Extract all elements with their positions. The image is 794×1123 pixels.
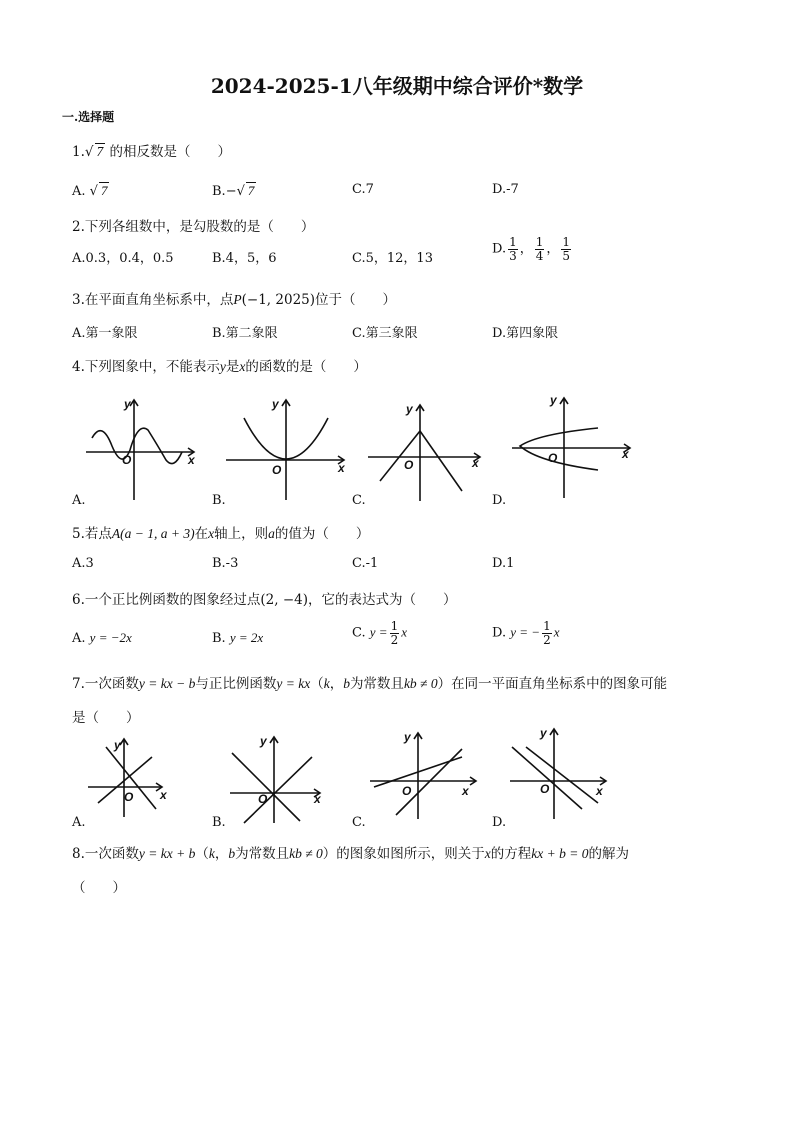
question-8-line2: （ ） bbox=[72, 880, 126, 896]
radicand: 7 bbox=[96, 144, 104, 159]
origin-label: O bbox=[402, 784, 412, 798]
q1-option-d[interactable]: D.-7 bbox=[492, 182, 519, 197]
denominator: 2 bbox=[390, 632, 399, 647]
text: 为常数且 bbox=[235, 846, 290, 862]
equation: kx + b = 0 bbox=[531, 846, 589, 861]
minus-sign: − bbox=[225, 184, 237, 199]
separator: ， bbox=[546, 241, 560, 257]
q2-option-a[interactable]: A.0.3，0.4，0.5 bbox=[72, 251, 174, 266]
text: ，它的表达式为（ ） bbox=[308, 592, 457, 608]
question-2: 2.下列各组数中，是勾股数的是（ ） bbox=[72, 219, 315, 235]
text: ）在同一平面直角坐标系中的图象可能 bbox=[437, 676, 668, 692]
text: 5.若点 bbox=[72, 526, 112, 542]
y-axis-label: y bbox=[260, 734, 267, 748]
text: ， bbox=[214, 846, 229, 862]
section-heading: 一.选择题 bbox=[62, 110, 115, 124]
numerator: 1 bbox=[562, 235, 571, 249]
y-axis-label: y bbox=[406, 402, 413, 416]
q4-option-a[interactable]: A. bbox=[72, 493, 86, 508]
x-axis-label: x bbox=[462, 784, 469, 798]
text: 的函数的是（ ） bbox=[245, 359, 367, 375]
q4-graph-a[interactable] bbox=[82, 390, 202, 505]
y-axis-label: y bbox=[124, 397, 131, 411]
text: 的方程 bbox=[490, 846, 532, 862]
q1-option-b[interactable] bbox=[212, 182, 256, 199]
text: 的值为（ ） bbox=[274, 526, 370, 542]
q6-option-a[interactable] bbox=[72, 630, 132, 646]
var-b: b bbox=[343, 676, 350, 691]
numerator: 1 bbox=[543, 619, 551, 633]
q4-option-d[interactable]: D. bbox=[492, 493, 507, 508]
condition: kb ≠ 0 bbox=[289, 846, 323, 861]
question-4 bbox=[72, 355, 367, 375]
q6-option-c[interactable] bbox=[352, 620, 407, 646]
var-k: k bbox=[323, 676, 330, 691]
q2-option-c[interactable]: C.5，12，13 bbox=[352, 251, 433, 266]
fraction bbox=[542, 620, 552, 646]
y-axis-label: y bbox=[114, 738, 121, 752]
y-axis-label: y bbox=[550, 393, 557, 407]
q2-option-b[interactable]: B.4，5，6 bbox=[212, 251, 277, 266]
text: 4.下列图象中，不能表示 bbox=[72, 359, 220, 375]
denominator: 3 bbox=[509, 248, 517, 263]
q4-option-b[interactable]: B. bbox=[212, 493, 226, 508]
var-x: x bbox=[239, 359, 246, 374]
question-7-line2: 是（ ） bbox=[72, 710, 140, 726]
q7-graph-d[interactable] bbox=[508, 723, 618, 823]
text: 位于（ ） bbox=[315, 292, 397, 308]
text: 7.一次函数 bbox=[72, 676, 139, 692]
question-5 bbox=[72, 522, 369, 542]
origin-label: O bbox=[272, 463, 282, 477]
q3-option-c[interactable]: C.第三象限 bbox=[352, 326, 418, 341]
x-axis-label: x bbox=[472, 456, 479, 470]
formula: y = kx − b bbox=[138, 676, 196, 691]
question-3 bbox=[72, 288, 396, 308]
q5-option-b[interactable]: B.-3 bbox=[212, 556, 239, 571]
q7-graph-a[interactable] bbox=[84, 733, 184, 823]
fraction bbox=[561, 236, 571, 262]
q4-graph-b[interactable] bbox=[222, 390, 352, 505]
fraction bbox=[390, 620, 400, 646]
q6-option-b[interactable] bbox=[212, 630, 263, 646]
origin-label: O bbox=[548, 451, 558, 465]
var-x: x bbox=[208, 526, 215, 541]
q7-graph-b[interactable] bbox=[226, 731, 326, 826]
sqrt-sign: √ bbox=[84, 144, 94, 160]
fraction bbox=[535, 236, 545, 262]
text: （ bbox=[195, 846, 209, 862]
formula: y = kx + b bbox=[138, 846, 196, 861]
fraction bbox=[508, 236, 518, 262]
expression: y = −2x bbox=[89, 630, 132, 645]
q7-option-c[interactable]: C. bbox=[352, 815, 366, 830]
question-1 bbox=[72, 140, 231, 160]
radicand: 7 bbox=[100, 183, 108, 198]
condition: kb ≠ 0 bbox=[403, 676, 438, 691]
q1-option-a[interactable] bbox=[72, 182, 109, 199]
q2-option-d[interactable] bbox=[492, 236, 573, 262]
option-label: D. bbox=[492, 625, 507, 641]
q4-graph-c[interactable] bbox=[364, 395, 489, 505]
text: 8.一次函数 bbox=[72, 846, 139, 862]
question-7 bbox=[72, 672, 667, 692]
q1-option-c[interactable]: C.7 bbox=[352, 182, 374, 197]
q6-option-d[interactable] bbox=[492, 620, 559, 646]
origin-label: O bbox=[122, 453, 132, 467]
option-label: D. bbox=[492, 241, 507, 257]
origin-label: O bbox=[540, 782, 550, 796]
text: 6.一个正比例函数的图象经过点 bbox=[72, 592, 261, 608]
var-x: x bbox=[484, 846, 491, 861]
q5-option-d[interactable]: D.1 bbox=[492, 556, 515, 571]
var-k: k bbox=[208, 846, 215, 861]
var-x: x bbox=[401, 624, 407, 640]
text: 为常数且 bbox=[349, 676, 404, 692]
coordinates: (a − 1, a + 3) bbox=[120, 526, 195, 541]
option-label: B. bbox=[212, 631, 226, 646]
formula: y = kx bbox=[276, 676, 311, 691]
text: 3.在平面直角坐标系中，点 bbox=[72, 292, 234, 308]
denominator: 2 bbox=[543, 632, 551, 647]
q4-option-c[interactable]: C. bbox=[352, 493, 366, 508]
numerator: 1 bbox=[509, 235, 517, 249]
x-axis-label: x bbox=[160, 788, 167, 802]
x-axis-label: x bbox=[622, 447, 629, 461]
question-6 bbox=[72, 588, 457, 608]
expression: y = 2x bbox=[229, 630, 264, 645]
origin-label: O bbox=[124, 790, 134, 804]
q3-option-b[interactable]: B.第二象限 bbox=[212, 326, 278, 341]
origin-label: O bbox=[258, 792, 268, 806]
origin-label: O bbox=[404, 458, 414, 472]
q5-option-c[interactable]: C.-1 bbox=[352, 556, 379, 571]
y-axis-label: y bbox=[272, 397, 279, 411]
q3-option-d[interactable]: D.第四象限 bbox=[492, 326, 559, 341]
option-label: C. bbox=[352, 625, 366, 641]
expression-lhs: y = bbox=[369, 624, 388, 640]
q7-option-b[interactable]: B. bbox=[212, 815, 226, 830]
option-label: A. bbox=[72, 631, 86, 646]
var-x: x bbox=[553, 624, 560, 640]
q4-graph-d[interactable] bbox=[508, 388, 638, 503]
y-axis-label: y bbox=[540, 726, 547, 740]
question-text: 的相反数是（ ） bbox=[109, 144, 232, 160]
text: 的解为 bbox=[588, 846, 629, 862]
radicand: 7 bbox=[247, 183, 255, 198]
q7-graph-c[interactable] bbox=[366, 727, 481, 822]
sqrt-sign: √ bbox=[89, 184, 98, 199]
sqrt-sign: √ bbox=[236, 184, 245, 199]
separator: ， bbox=[519, 241, 533, 257]
point-name: P bbox=[233, 292, 242, 307]
q3-option-a[interactable]: A.第一象限 bbox=[72, 326, 138, 341]
expression-lhs: y = − bbox=[510, 624, 541, 640]
page-title: 2024-2025-1八年级期中综合评价*数学 bbox=[210, 74, 584, 98]
text: 是 bbox=[225, 359, 240, 375]
text: 在 bbox=[194, 526, 209, 542]
x-axis-label: x bbox=[314, 792, 321, 806]
option-label: A. bbox=[72, 184, 86, 199]
q7-option-d[interactable]: D. bbox=[492, 815, 507, 830]
text: 与正比例函数 bbox=[195, 676, 277, 692]
x-axis-label: x bbox=[596, 784, 603, 798]
question-number: 1. bbox=[72, 144, 85, 160]
q7-option-a[interactable]: A. bbox=[72, 815, 86, 830]
coordinates: (−1, 2025) bbox=[241, 292, 316, 308]
x-axis-label: x bbox=[188, 453, 195, 467]
x-axis-label: x bbox=[338, 461, 345, 475]
text: 轴上，则 bbox=[214, 526, 269, 542]
option-label: B. bbox=[212, 184, 226, 199]
q5-option-a[interactable]: A.3 bbox=[72, 556, 94, 571]
var-b: b bbox=[228, 846, 236, 861]
y-axis-label: y bbox=[404, 730, 411, 744]
coordinates: (2, −4) bbox=[260, 592, 308, 608]
var-a: a bbox=[268, 526, 275, 541]
point-name: A bbox=[111, 526, 121, 541]
text: （ bbox=[310, 676, 324, 692]
numerator: 1 bbox=[390, 619, 399, 633]
denominator: 4 bbox=[535, 248, 544, 263]
text: ）的图象如图所示，则关于 bbox=[322, 846, 485, 862]
question-8 bbox=[72, 842, 629, 862]
denominator: 5 bbox=[562, 248, 571, 263]
numerator: 1 bbox=[535, 235, 544, 249]
var-y: y bbox=[219, 359, 226, 374]
text: ， bbox=[329, 676, 344, 692]
